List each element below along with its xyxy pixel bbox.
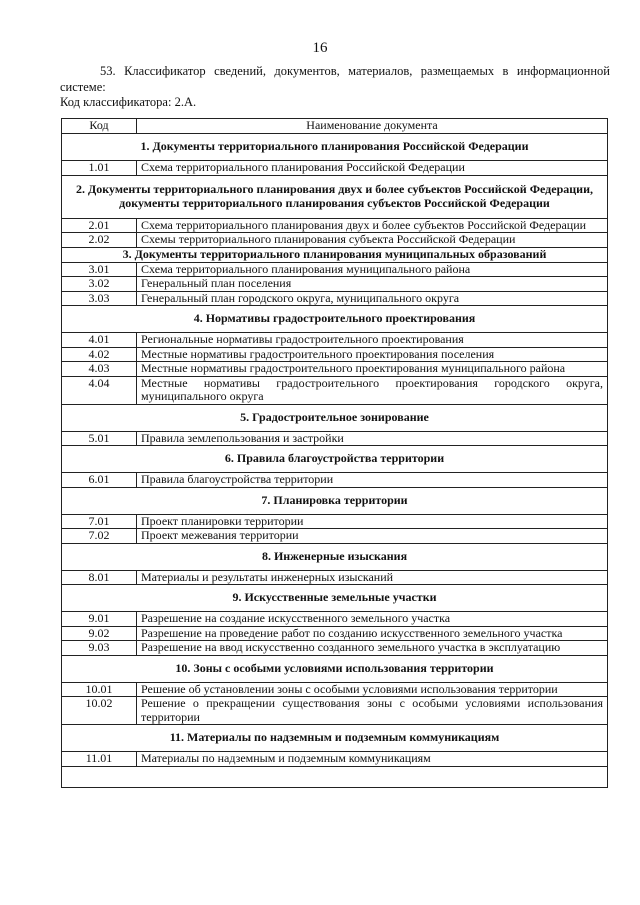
section-heading: 8. Инженерные изыскания xyxy=(62,543,608,570)
section-heading: 4. Нормативы градостроительного проектирования xyxy=(62,306,608,333)
table-row xyxy=(62,626,608,641)
section-heading-row xyxy=(62,655,608,682)
table-row xyxy=(62,218,608,233)
classifier-code-line: Код классификатора: 2.А. xyxy=(60,95,197,109)
intro-paragraph: 53. Классификатор сведений, документов, материалов, размещаемых в информационной системе: xyxy=(60,64,610,94)
empty-row xyxy=(62,766,608,787)
document-name: Проект планировки территории xyxy=(137,514,608,529)
document-code: 5.01 xyxy=(62,431,137,446)
document-name: Разрешение на проведение работ по созданию искусственного земельного участка xyxy=(137,626,608,641)
document-code: 9.02 xyxy=(62,626,137,641)
table-row xyxy=(62,570,608,585)
table-row xyxy=(62,682,608,697)
document-code: 2.02 xyxy=(62,233,137,248)
table-row xyxy=(62,376,608,404)
document-name: Генеральный план городского округа, муниципального округа xyxy=(137,291,608,306)
intro-block xyxy=(60,64,610,111)
table-row xyxy=(62,431,608,446)
document-name: Местные нормативы градостроительного проектирования поселения xyxy=(137,347,608,362)
table-header-row xyxy=(62,119,608,134)
table-row xyxy=(62,752,608,767)
document-name: Правила благоустройства территории xyxy=(137,473,608,488)
section-heading-row xyxy=(62,446,608,473)
table-row xyxy=(62,612,608,627)
document-code: 4.01 xyxy=(62,333,137,348)
document-name: Разрешение на ввод искусственно созданного земельного участка в эксплуатацию xyxy=(137,641,608,656)
table-row xyxy=(62,514,608,529)
document-code: 3.01 xyxy=(62,262,137,277)
section-heading: 3. Документы территориального планирования муниципальных образований xyxy=(62,247,608,262)
document-name: Решение об установлении зоны с особыми условиями использования территории xyxy=(137,682,608,697)
section-heading-row xyxy=(62,247,608,262)
document-code: 2.01 xyxy=(62,218,137,233)
document-code: 7.02 xyxy=(62,529,137,544)
table-row xyxy=(62,233,608,248)
document-name: Местные нормативы градостроительного проектирования городского округа, муниципального округа xyxy=(137,376,608,404)
table-row xyxy=(62,641,608,656)
header-code: Код xyxy=(62,119,137,134)
section-heading-row xyxy=(62,585,608,612)
section-heading-row xyxy=(62,134,608,161)
table-row xyxy=(62,277,608,292)
document-name: Местные нормативы градостроительного проектирования муниципального района xyxy=(137,362,608,377)
header-name: Наименование документа xyxy=(137,119,608,134)
document-name: Разрешение на создание искусственного земельного участка xyxy=(137,612,608,627)
section-heading: 9. Искусственные земельные участки xyxy=(62,585,608,612)
section-heading-row xyxy=(62,725,608,752)
section-heading: 6. Правила благоустройства территории xyxy=(62,446,608,473)
table-row xyxy=(62,291,608,306)
section-heading: 5. Градостроительное зонирование xyxy=(62,404,608,431)
document-code: 4.04 xyxy=(62,376,137,404)
page-number: 16 xyxy=(312,40,328,56)
document-code: 9.03 xyxy=(62,641,137,656)
document-code: 8.01 xyxy=(62,570,137,585)
table-row xyxy=(62,473,608,488)
document-name: Схема территориального планирования Российской Федерации xyxy=(137,161,608,176)
section-heading-row xyxy=(62,543,608,570)
table-row xyxy=(62,333,608,348)
document-name: Материалы по надземным и подземным коммуникациям xyxy=(137,752,608,767)
document-name: Проект межевания территории xyxy=(137,529,608,544)
section-heading: 11. Материалы по надземным и подземным коммуникациям xyxy=(62,725,608,752)
document-code: 10.01 xyxy=(62,682,137,697)
section-heading: 1. Документы территориального планирования Российской Федерации xyxy=(62,134,608,161)
document-code: 6.01 xyxy=(62,473,137,488)
document-name: Правила землепользования и застройки xyxy=(137,431,608,446)
document-name: Схема территориального планирования муниципального района xyxy=(137,262,608,277)
section-heading: 7. Планировка территории xyxy=(62,487,608,514)
document-code: 3.02 xyxy=(62,277,137,292)
document-code: 11.01 xyxy=(62,752,137,767)
document-name: Решение о прекращении существования зоны с особыми условиями использования территории xyxy=(137,697,608,725)
table-body xyxy=(62,134,608,788)
section-heading-row xyxy=(62,306,608,333)
document-name: Региональные нормативы градостроительного проектирования xyxy=(137,333,608,348)
section-heading-row xyxy=(62,487,608,514)
classifier-table xyxy=(61,118,608,788)
table-row xyxy=(62,262,608,277)
section-heading: 10. Зоны с особыми условиями использования территории xyxy=(62,655,608,682)
table-row xyxy=(62,697,608,725)
table-row xyxy=(62,362,608,377)
document-code: 4.02 xyxy=(62,347,137,362)
document-code: 3.03 xyxy=(62,291,137,306)
table-row xyxy=(62,347,608,362)
section-heading-row xyxy=(62,404,608,431)
document-name: Материалы и результаты инженерных изысканий xyxy=(137,570,608,585)
empty-cell xyxy=(62,766,608,787)
document-name: Генеральный план поселения xyxy=(137,277,608,292)
table-row xyxy=(62,529,608,544)
document-name: Схема территориального планирования двух и более субъектов Российской Федерации xyxy=(137,218,608,233)
document-code: 7.01 xyxy=(62,514,137,529)
document-code: 9.01 xyxy=(62,612,137,627)
document-code: 10.02 xyxy=(62,697,137,725)
section-heading: 2. Документы территориального планирования двух и более субъектов Российской Федерации, документы территориального планирования субъектов Российской Федерации xyxy=(62,175,608,218)
document-code: 1.01 xyxy=(62,161,137,176)
document-name: Схемы территориального планирования субъекта Российской Федерации xyxy=(137,233,608,248)
section-heading-row xyxy=(62,175,608,218)
table-row xyxy=(62,161,608,176)
document-code: 4.03 xyxy=(62,362,137,377)
